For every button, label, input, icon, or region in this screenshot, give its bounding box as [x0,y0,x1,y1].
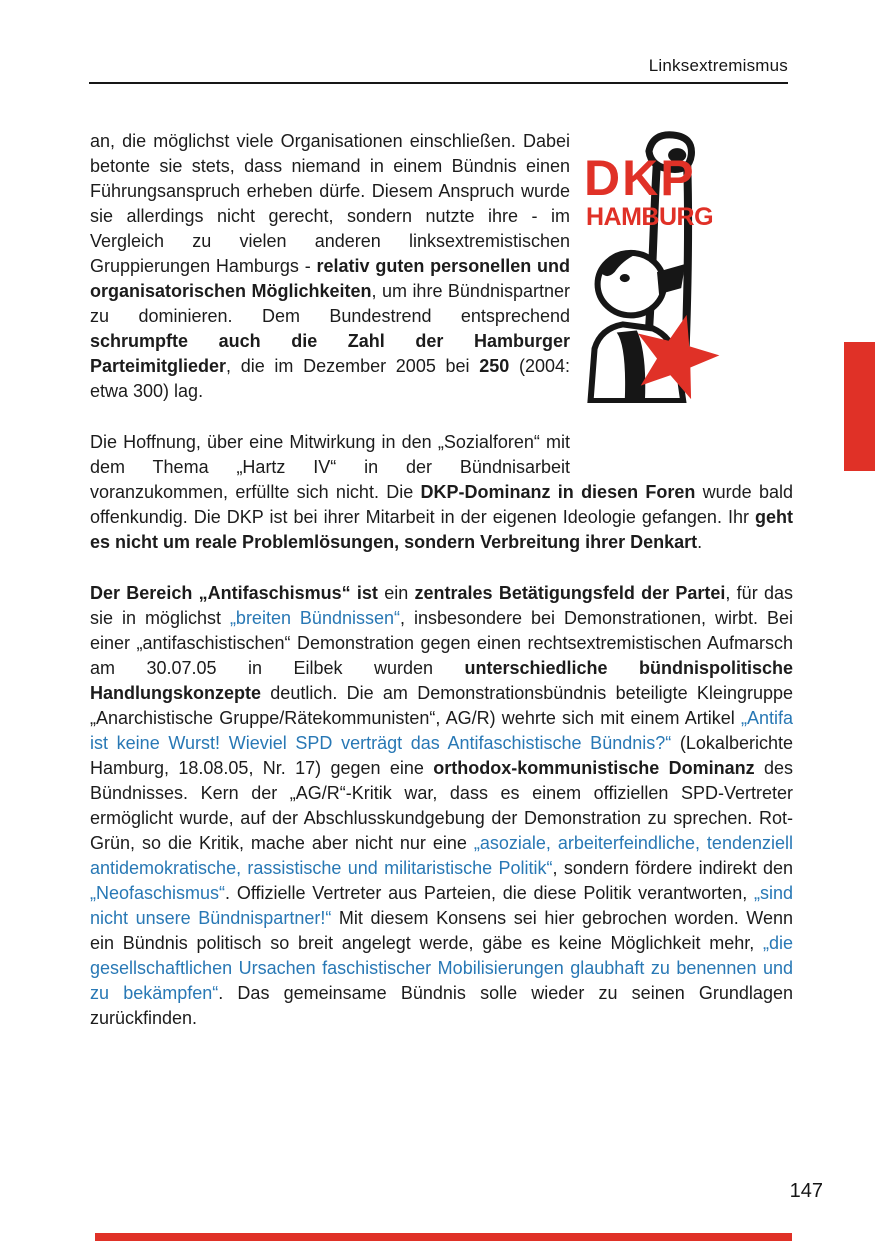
text-segment-quote: „breiten Bündnissen“ [229,608,400,628]
text-segment-bold: unterschiedliche bündnispolitische Handlungskonzepte [90,658,793,703]
page-number: 147 [789,1180,823,1202]
text-segment-bold: 250 [479,356,510,376]
text-segment-bold: geht es nicht um reale Problemlösungen, sondern Verbreitung ihrer Denkart [90,507,793,552]
section-header: Linksextremismus [648,56,788,75]
text-segment-plain: . Das gemeinsame Bündnis solle wieder zu seinen Grundlagen zurückfinden. [90,983,793,1028]
text-segment-bold: DKP-Dominanz in diesen Foren [420,482,696,502]
text-segment-plain: ein [377,583,415,603]
body-text [90,129,793,1057]
text-segment-plain: (Lokalberichte Hamburg, 18.08.05, Nr. 17) gegen eine [90,733,793,778]
chapter-tab-marker [844,342,875,471]
text-segment-plain: , sondern fördere indirekt den [552,858,793,878]
text-segment-bold: orthodox-kommunistische Dominanz [433,758,755,778]
text-segment-plain: , insbesondere bei Demonstrationen, wirbt. Bei einer „antifaschistischen“ Demonstration gegen einen rechtsextremistischen Aufmarsch am 30.07.05 in Eilbek wurden [90,608,793,678]
text-segment-bold: Der Bereich „Antifaschismus“ ist [90,583,378,603]
text-segment-quote: „sind nicht unsere Bündnispartner!“ [90,883,793,928]
text-segment-plain: , für das sie in möglichst [90,583,793,628]
dkp-logo-title: DKP [584,150,696,206]
text-segment-quote: „asoziale, arbeiterfeindliche, tendenziell antidemokratische, rassistische und militaristische Politik“ [90,833,793,878]
footer-accent-bar [95,1233,792,1241]
paragraph-antifaschismus [90,581,793,1031]
text-segment-plain: wurde bald offenkundig. Die DKP ist bei ihrer Mitarbeit in der eigenen Ideologie gefangen. Ihr [90,482,793,527]
text-segment-plain: , die im Dezember 2005 bei [226,356,480,376]
text-segment-plain: an, die möglichst viele Organisationen einschließen. Dabei betonte sie stets, dass niemand in einem Bündnis einen Führungsanspruch erheben dürfe. Diesem Anspruch wurde sie allerdings nicht gerecht, sondern nutzte ihre - im Vergleich zu vielen anderen linksextremistischen Gruppierungen Hamburgs - [90,131,570,276]
header-rule [89,82,788,84]
text-segment-plain: deutlich. Die am Demonstrationsbündnis beteiligte Kleingruppe „Anarchistische Gruppe/Rätekommunisten“, AG/R) wehrte sich mit einem Artikel [90,683,793,728]
text-segment-quote: „Neofaschismus“ [90,883,226,903]
dkp-logo-subtitle: HAMBURG [586,203,714,231]
text-segment-plain: Die Hoffnung, über eine Mitwirkung in den „Sozialforen“ mit dem Thema „Hartz IV“ in der Bündnisarbeit voranzukommen, erfüllte sich nicht. Die [90,432,570,502]
text-segment-plain: des Bündnisses. Kern der „AG/R“-Kritik war, dass es einem offiziellen SPD-Vertreter ermöglicht wurde, auf der Abschlusskundgebung der Demonstration zu sprechen. Rot-Grün, so die Kritik, mache aber nicht nur eine [90,758,793,853]
text-segment-quote: „die gesellschaftlichen Ursachen faschistischer Mobilisierungen glaubhaft zu benennen und zu bekämpfen“ [90,933,793,1003]
text-segment-bold: schrumpfte auch die Zahl der Hamburger Parteimitglieder [90,331,570,376]
dkp-hamburg-logo [570,129,793,457]
text-segment-bold: zentrales Betätigungsfeld der Partei [414,583,726,603]
text-segment-plain: . [697,532,703,552]
text-segment-bold: relativ guten personellen und organisatorischen Möglichkeiten [90,256,570,301]
text-segment-quote: „Antifa ist keine Wurst! Wieviel SPD verträgt das Antifaschistische Bündnis?“ [90,708,793,753]
text-segment-plain: (2004: etwa 300) lag. [90,356,570,401]
text-segment-plain: Mit diesem Konsens sei hier gebrochen worden. Wenn ein Bündnis politisch so breit angelegt werde, gäbe es keine Möglichkeit mehr, [90,908,793,953]
text-segment-plain: , um ihre Bündnispartner zu dominieren. Dem Bundestrend entsprechend [90,281,570,326]
text-segment-plain: . Offizielle Vertreter aus Parteien, die diese Politik verantworten, [225,883,754,903]
